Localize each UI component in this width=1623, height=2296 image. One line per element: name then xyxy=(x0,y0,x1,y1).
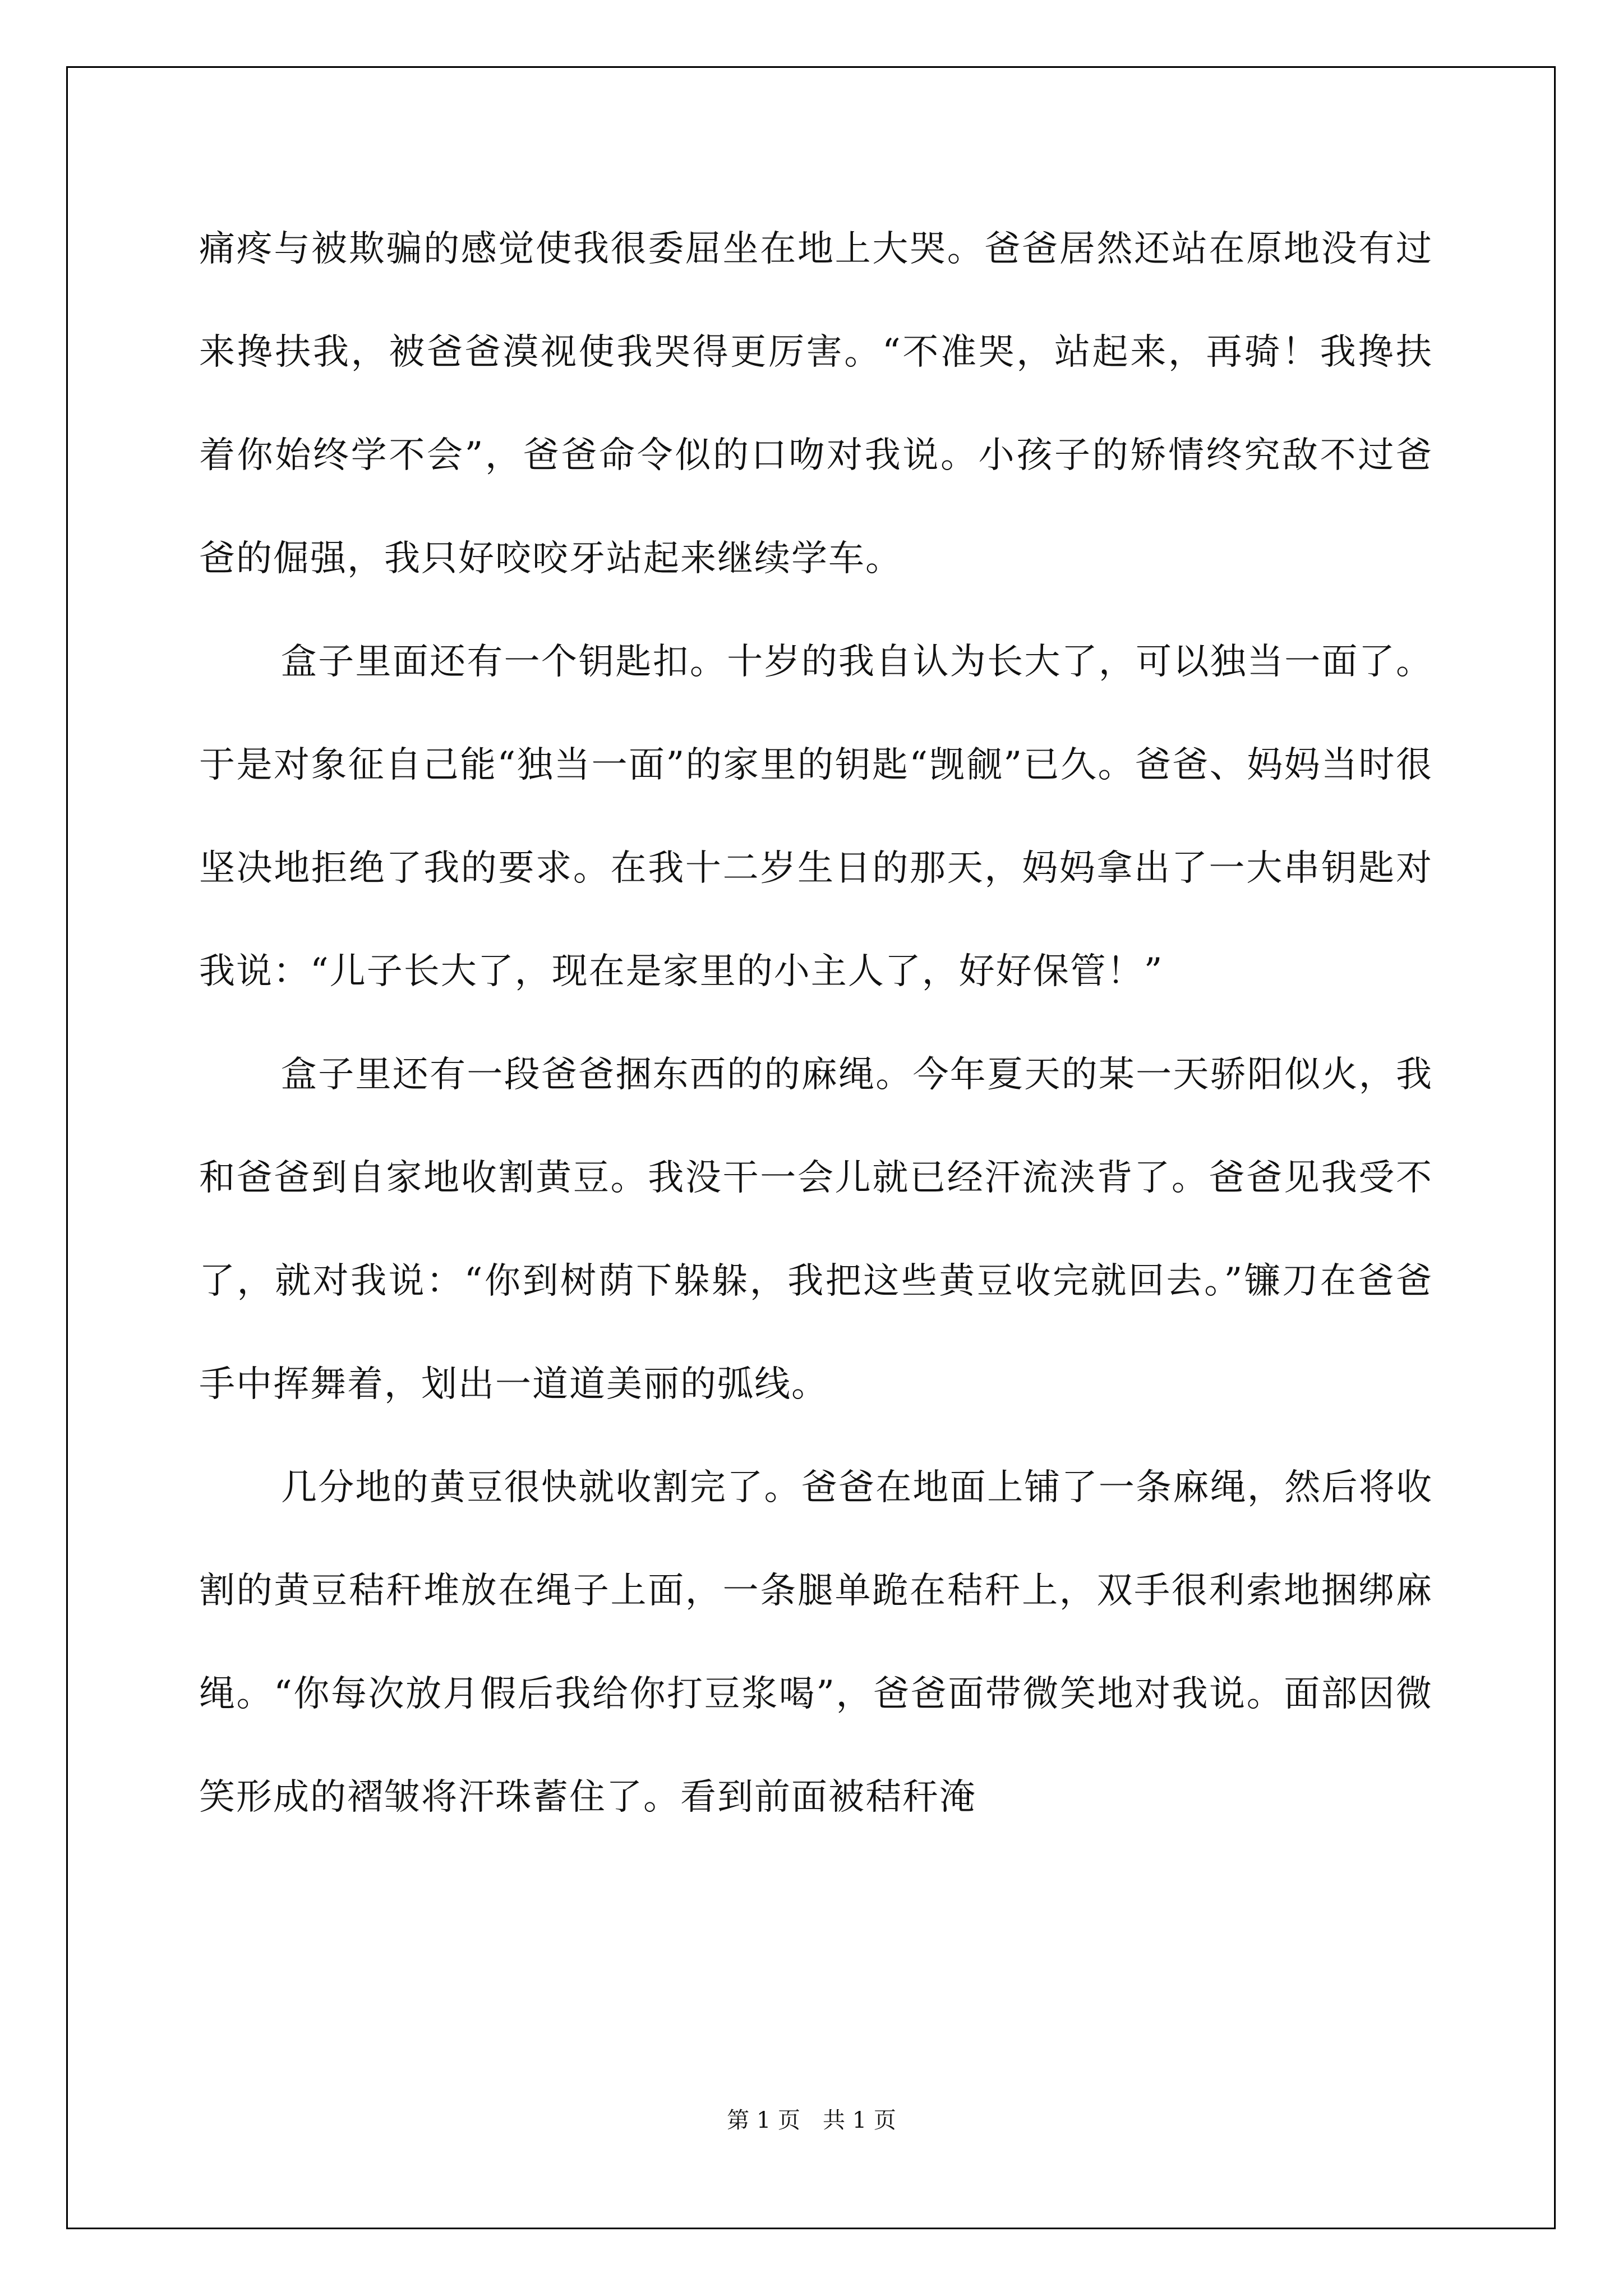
document-body xyxy=(199,197,1433,1849)
paragraph-4: 几分地的黄豆很快就收割完了。爸爸在地面上铺了一条麻绳，然后将收割的黄豆秸秆堆放在绳子上面，一条腿单跪在秸秆上，双手很利索地捆绑麻绳。“你每次放月假后我给你打豆浆喝”，爸爸面带微笑地对我说。面部因微笑形成的褶皱将汗珠蓄住了。看到前面被秸秆淹 xyxy=(199,1467,1433,1818)
page-footer xyxy=(0,2102,1623,2134)
paragraph-1: 痛疼与被欺骗的感觉使我很委屈坐在地上大哭。爸爸居然还站在原地没有过来搀扶我，被爸爸漠视使我哭得更厉害。“不准哭，站起来，再骑！我搀扶着你始终学不会”，爸爸命令似的口吻对我说。小孩子的矫情终究敌不过爸爸的倔强，我只好咬咬牙站起来继续学车。 xyxy=(199,228,1433,579)
paragraph-2: 盒子里面还有一个钥匙扣。十岁的我自认为长大了，可以独当一面了。于是对象征自己能“独当一面”的家里的钥匙“觊觎”已久。爸爸、妈妈当时很坚决地拒绝了我的要求。在我十二岁生日的那天，妈妈拿出了一大串钥匙对我说：“儿子长大了，现在是家里的小主人了，好好保管！” xyxy=(199,641,1433,992)
page-number-label: 第 1 页 共 1 页 xyxy=(727,2108,896,2133)
paragraph-3: 盒子里还有一段爸爸捆东西的的麻绳。今年夏天的某一天骄阳似火，我和爸爸到自家地收割黄豆。我没干一会儿就已经汗流浃背了。爸爸见我受不了，就对我说：“你到树荫下躲躲，我把这些黄豆收完就回去。”镰刀在爸爸手中挥舞着，划出一道道美丽的弧线。 xyxy=(199,1054,1433,1405)
